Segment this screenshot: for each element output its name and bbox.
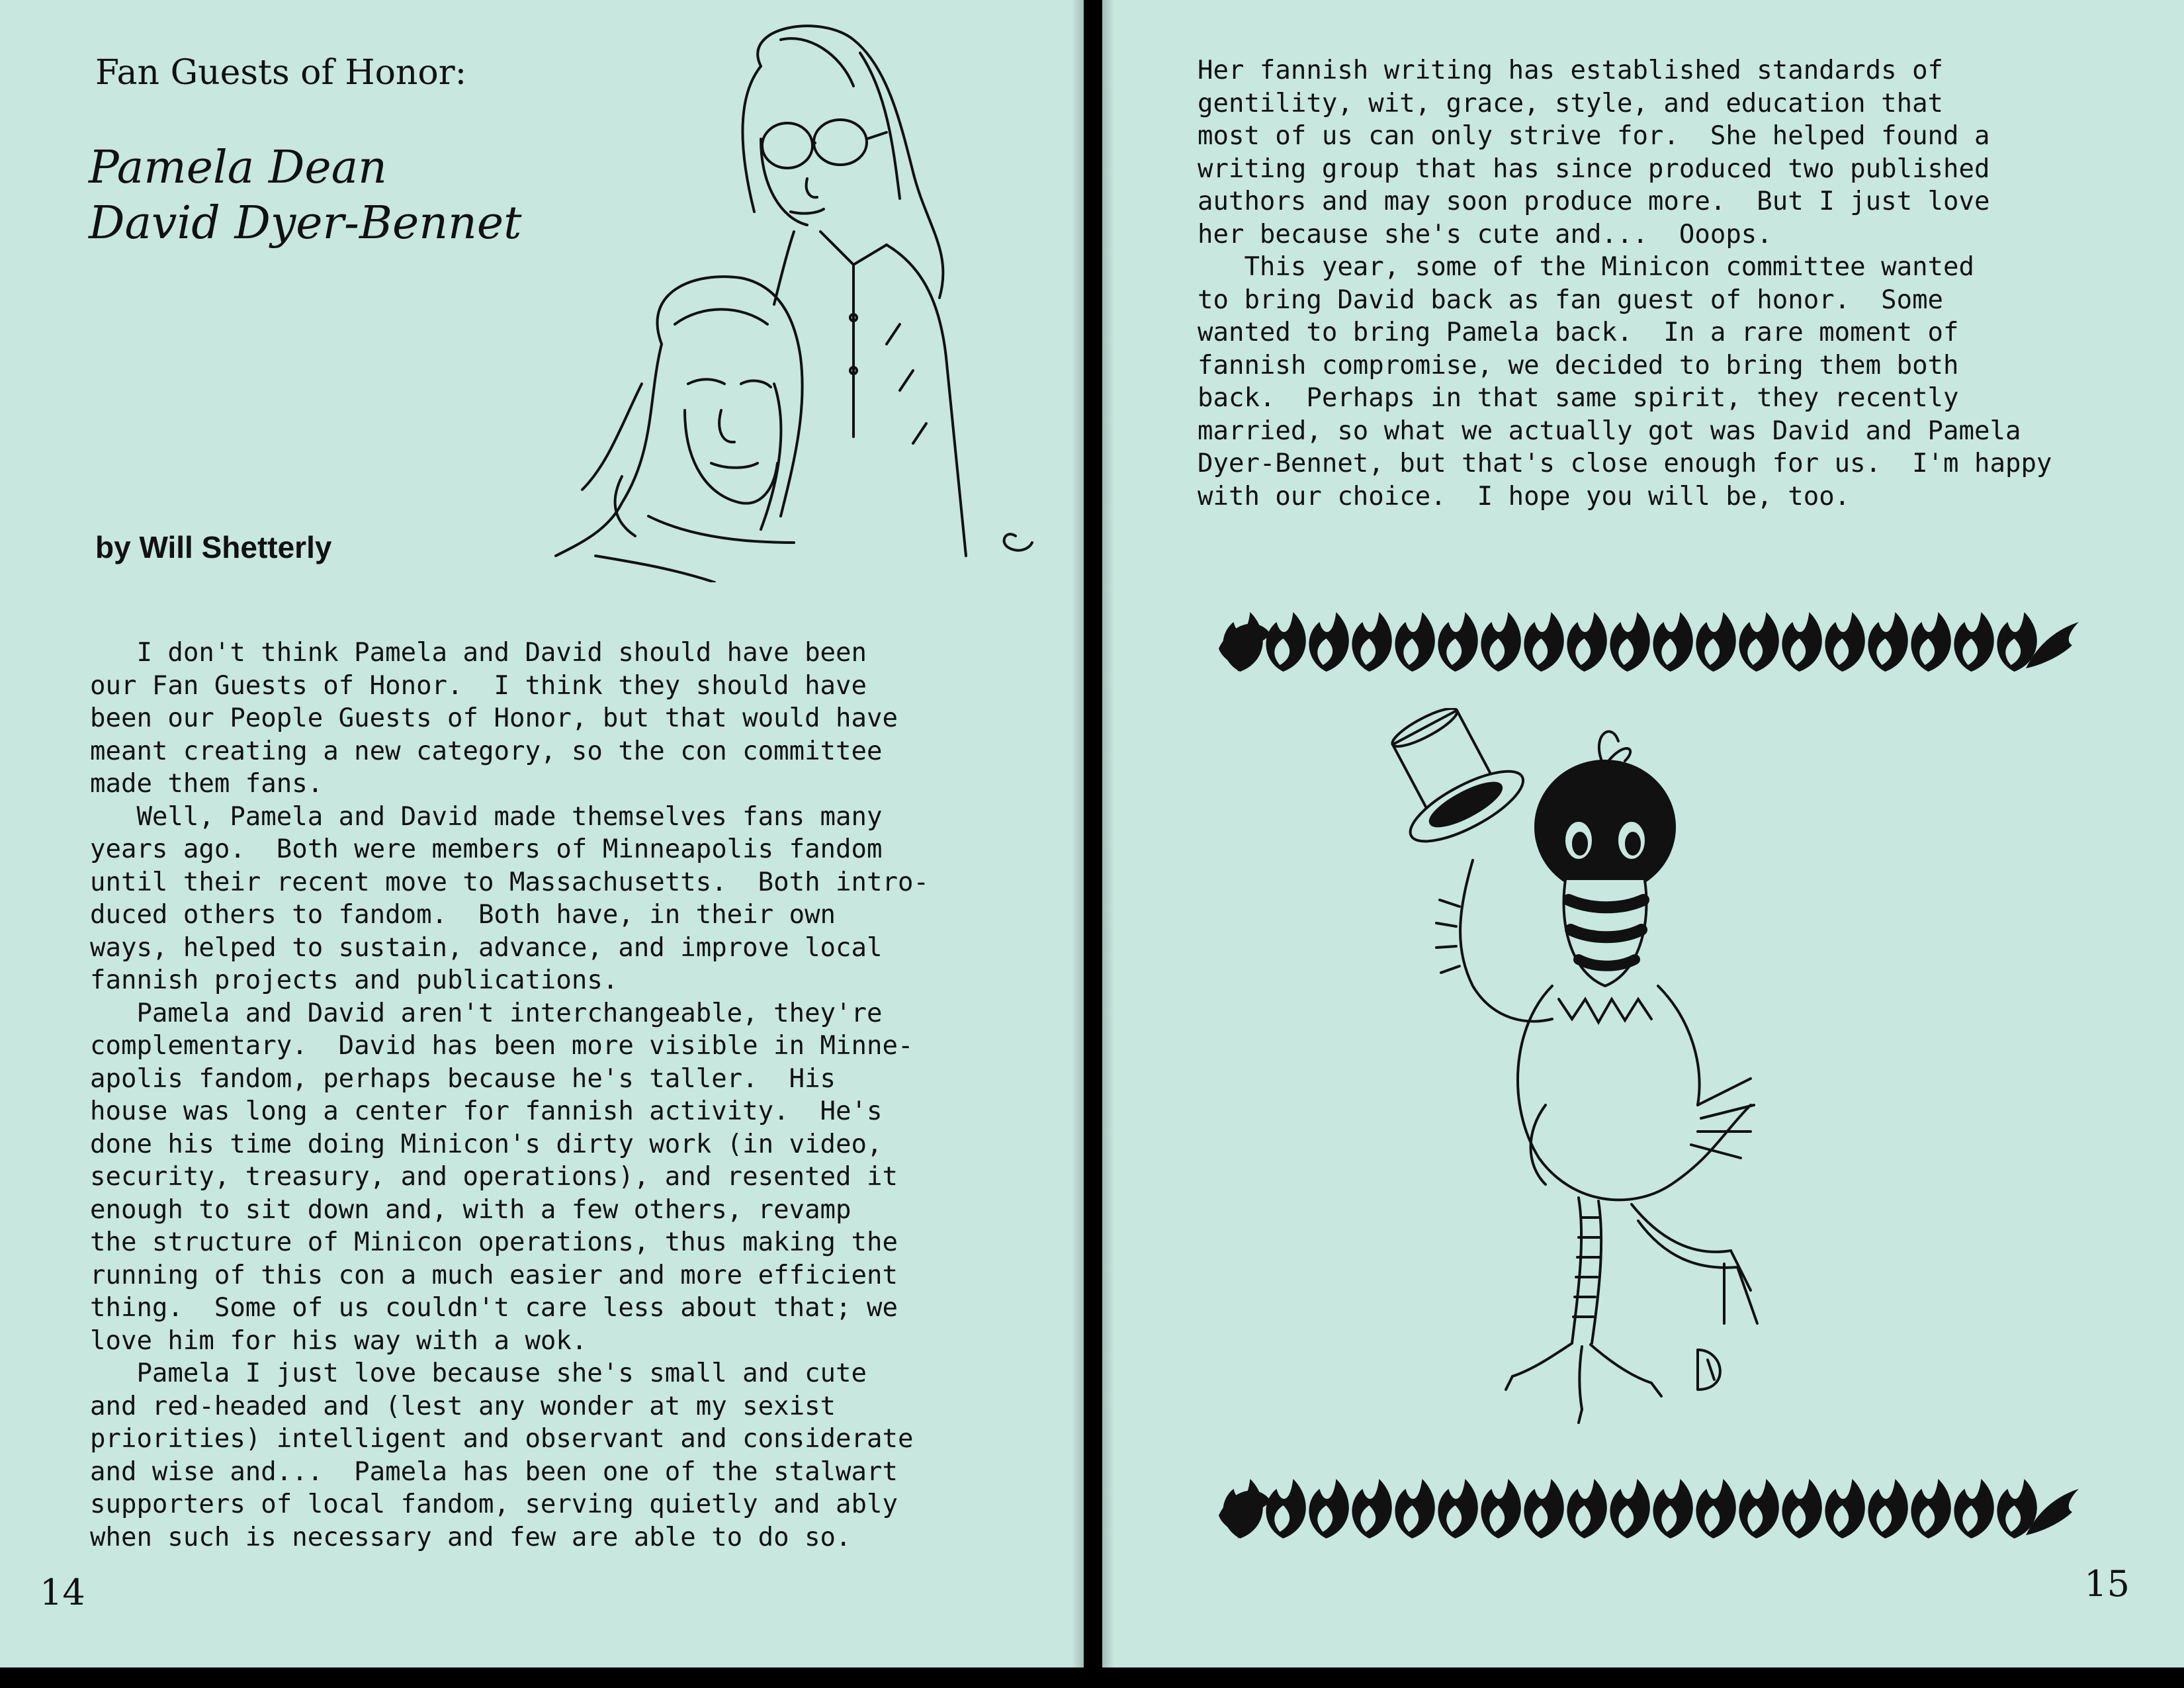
left-page [0,0,1084,1667]
left-article-body [90,637,1016,1554]
gutter-shadow [1102,0,1114,1667]
byline: by Will Shetterly [95,530,332,564]
guest-name-1: Pamela Dean [89,142,387,194]
flame-leaf-border-top-icon [1219,609,2079,675]
page-number-left: 14 [40,1572,85,1613]
two-women-portrait-sketch-icon [543,13,1045,582]
paragraph: This year, some of the Minicon committee wanted to bring David back as fan guest of honor. Some wanted to bring Pamela back. In a rare moment of fannish compromise, we decided to bring them both back. Perhaps in that same spirit, they recently married, so what we actually got was David and Pamela Dyer-Bennet, but that's close enough for us. I'm happy with our choice. I hope you will be, too. [1198,252,2052,511]
paragraph: I don't think Pamela and David should have been our Fan Guests of Honor. I think they should have been our People Guests of Honor, but that would have meant creating a new category, so the con committee made them fans. [90,638,898,799]
paragraph: Pamela and David aren't interchangeable, they're complementary. David has been more visible in Minne- apolis fandom, perhaps because he's taller. His house was long a center for fannish activity. He's done his time doing Minicon's dirty work (in video, security, treasury, and operations), and resented it enough to sit down and, with a few others, revamp the structure of Minicon operations, thus making the running of this con a much easier and more efficient thing. Some of us couldn't care less about that; we love him for his way with a wok. [90,998,914,1356]
guest-names [89,140,521,251]
right-article-body [1198,54,2124,513]
gutter-shadow [1072,0,1084,1667]
guest-name-2: David Dyer-Bennet [89,197,522,249]
paragraph: Her fannish writing has established standards of gentility, wit, grace, style, and education that most of us can only strive for. She helped found a writing group that has since produced two published authors and may soon produce more. But I just love her because she's cute and... Ooops. [1198,56,1990,249]
paragraph: Pamela I just love because she's small and cute and red-headed and (lest any wonder at my sexist priorities) intelligent and observant and considerate and wise and... Pamela has been one of the stalwart supporters of local fandom, serving quietly and ably when such is necessary and few are able to do so. [90,1358,914,1552]
section-heading: Fan Guests of Honor: [95,53,467,93]
page-number-right: 15 [2084,1563,2130,1605]
flame-leaf-border-bottom-icon [1219,1476,2079,1542]
right-page [1102,0,2184,1667]
paragraph: Well, Pamela and David made themselves fans many years ago. Both were members of Minneapolis fandom until their recent move to Massachusetts. Both intro- duced others to fandom. Both have, in their own ways, helped to sustain, advance, and improve local fannish projects and publications. [90,801,929,995]
bird-tipping-top-hat-icon [1380,708,1764,1456]
